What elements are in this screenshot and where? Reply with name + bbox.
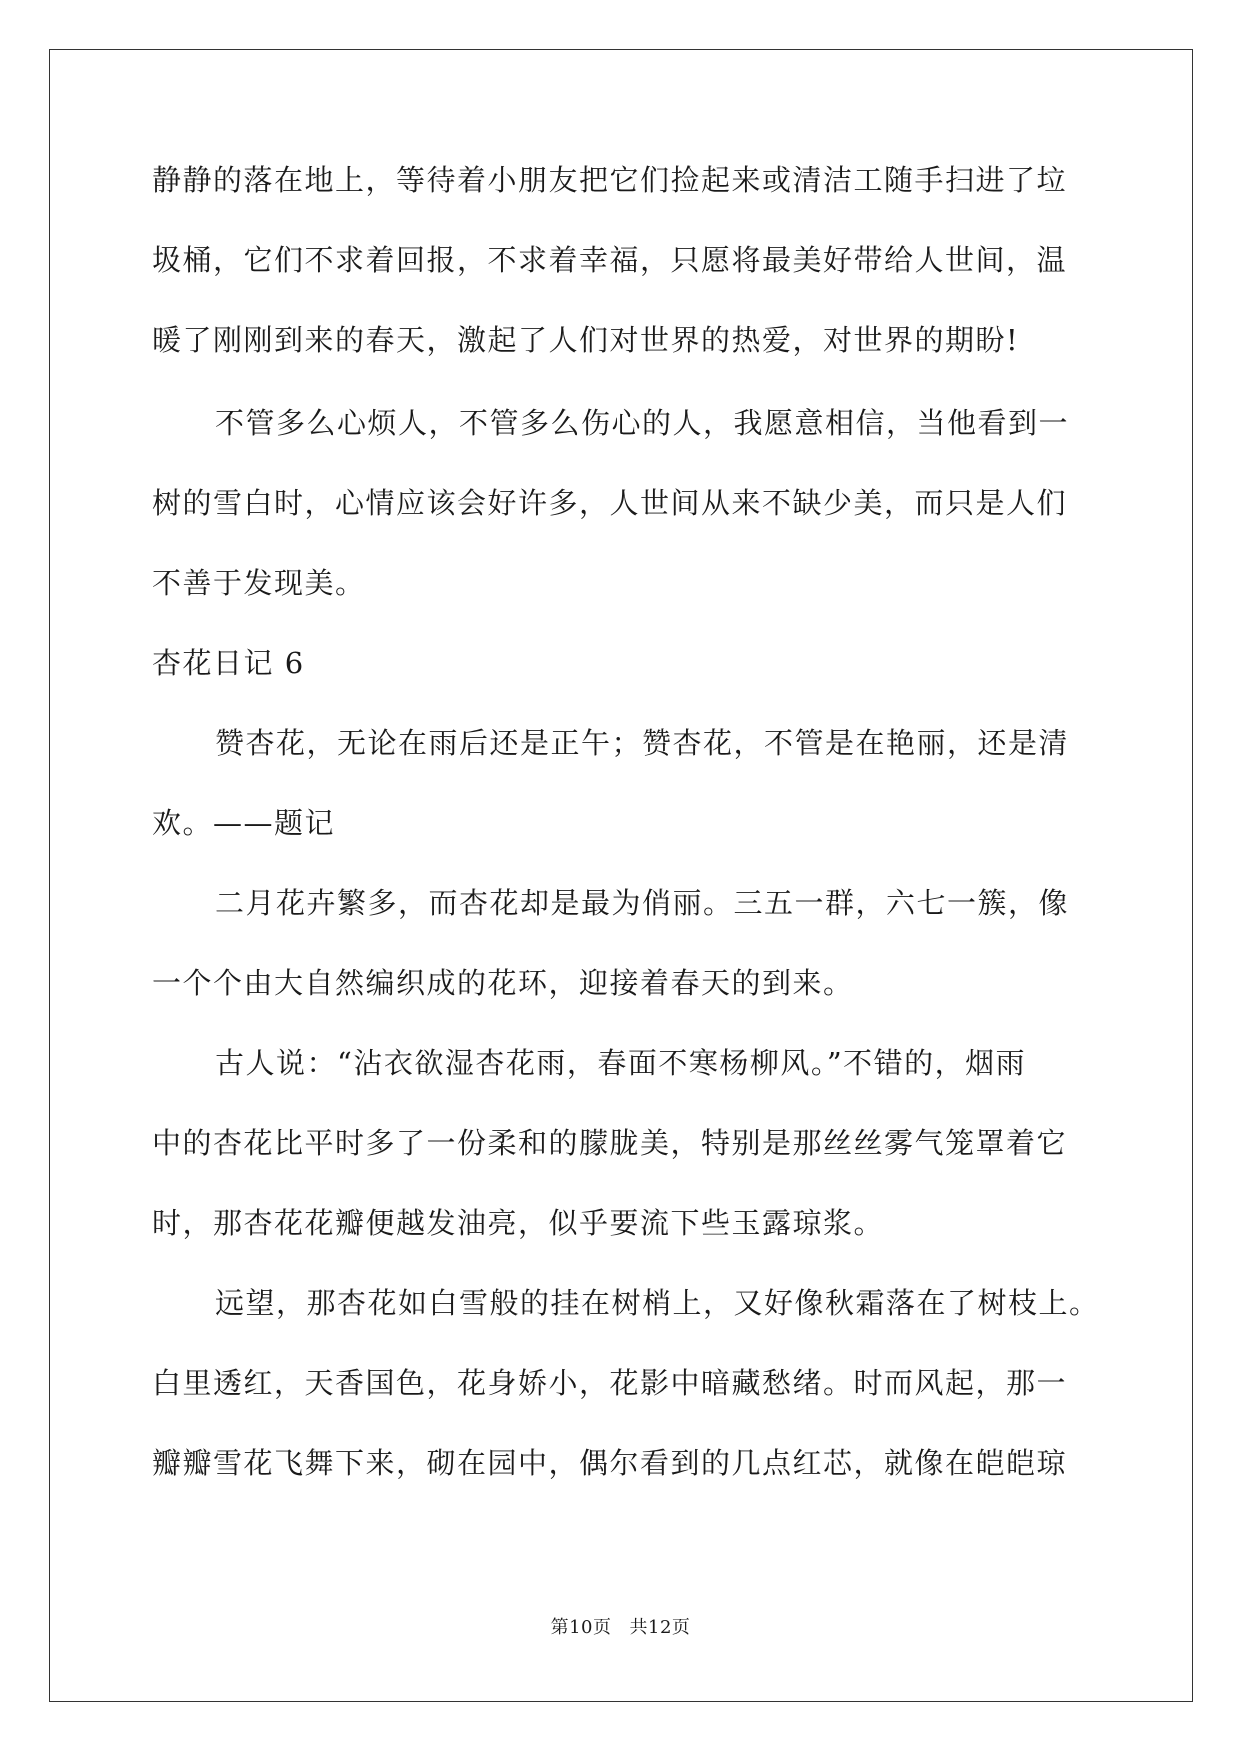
paragraph-line: 远望，那杏花如白雪般的挂在树梢上，又好像秋霜落在了树枝上。 [215,1286,1100,1320]
section-heading: 杏花日记 6 [152,646,305,680]
paragraph-line: 暖了刚刚到来的春天，激起了人们对世界的热爱，对世界的期盼! [152,323,1020,357]
paragraph-line: 不善于发现美。 [152,566,366,600]
paragraph-line: 不管多么心烦人，不管多么伤心的人，我愿意相信，当他看到一 [215,406,1070,440]
page-number-total: 共12页 [629,1617,691,1638]
paragraph-line: 赞杏花，无论在雨后还是正午；赞杏花，不管是在艳丽，还是清 [215,726,1070,760]
paragraph-line: 时，那杏花花瓣便越发油亮，似乎要流下些玉露琼浆。 [152,1206,885,1240]
page-footer [0,1616,1241,1640]
paragraph-line: 欢。——题记 [152,806,336,840]
paragraph-line: 静静的落在地上，等待着小朋友把它们捡起来或清洁工随手扫进了垃 [152,163,1068,197]
paragraph-line: 古人说：“沾衣欲湿杏花雨，春面不寒杨柳风。”不错的，烟雨 [215,1046,1027,1080]
paragraph-line: 一个个由大自然编织成的花环，迎接着春天的到来。 [152,966,854,1000]
paragraph-line: 中的杏花比平时多了一份柔和的朦胧美，特别是那丝丝雾气笼罩着它 [152,1126,1068,1160]
paragraph-line: 瓣瓣雪花飞舞下来，砌在园中，偶尔看到的几点红芯，就像在皑皑琼 [152,1446,1068,1480]
paragraph-line: 白里透红，天香国色，花身娇小，花影中暗藏愁绪。时而风起，那一 [152,1366,1068,1400]
page-number-current: 第10页 [550,1617,612,1638]
paragraph-line: 圾桶，它们不求着回报，不求着幸福，只愿将最美好带给人世间，温 [152,243,1068,277]
paragraph-line: 二月花卉繁多，而杏花却是最为俏丽。三五一群，六七一簇，像 [215,886,1070,920]
paragraph-line: 树的雪白时，心情应该会好许多，人世间从来不缺少美，而只是人们 [152,486,1068,520]
